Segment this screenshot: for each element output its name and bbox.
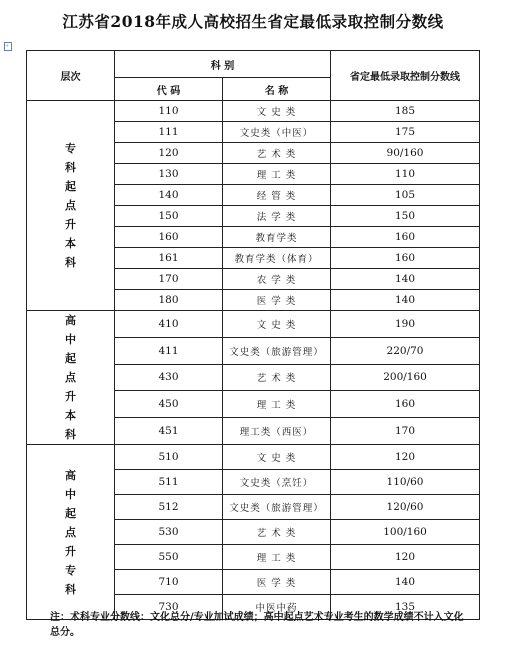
- score-cell: 190: [331, 311, 480, 338]
- level-char: 点: [65, 199, 76, 212]
- code-cell: 110: [115, 101, 223, 122]
- table-body: [27, 101, 480, 620]
- level-char: 升: [65, 390, 76, 403]
- code-cell: 140: [115, 185, 223, 206]
- level-char: 起: [65, 352, 76, 365]
- level-char: 本: [65, 409, 76, 422]
- score-cell: 170: [331, 418, 480, 445]
- name-cell: 艺 术 类: [223, 520, 331, 545]
- name-cell: 教育学类: [223, 227, 331, 248]
- name-cell: 理 工 类: [223, 164, 331, 185]
- name-cell: 教育学类（体育）: [223, 248, 331, 269]
- name-cell: 理 工 类: [223, 545, 331, 570]
- name-cell: 艺 术 类: [223, 364, 331, 391]
- name-cell: 经 管 类: [223, 185, 331, 206]
- code-cell: 120: [115, 143, 223, 164]
- code-cell: 430: [115, 364, 223, 391]
- code-cell: 150: [115, 206, 223, 227]
- code-cell: 411: [115, 337, 223, 364]
- name-cell: 文史类（旅游管理）: [223, 495, 331, 520]
- level-char: 起: [65, 506, 76, 520]
- score-cell: 150: [331, 206, 480, 227]
- code-cell: 511: [115, 470, 223, 495]
- level-char: 点: [65, 371, 76, 384]
- table-row: [27, 445, 480, 470]
- table-row: [27, 101, 480, 122]
- name-header: 名 称: [223, 78, 331, 101]
- score-cell: 140: [331, 290, 480, 311]
- score-cell: 140: [331, 570, 480, 595]
- score-cell: 185: [331, 101, 480, 122]
- code-header: 代 码: [115, 78, 223, 101]
- code-cell: 510: [115, 445, 223, 470]
- table-row: [27, 311, 480, 338]
- name-cell: 艺 术 类: [223, 143, 331, 164]
- code-cell: 130: [115, 164, 223, 185]
- name-cell: 医 学 类: [223, 570, 331, 595]
- score-cell: 175: [331, 122, 480, 143]
- name-cell: 中医中药: [223, 595, 331, 620]
- name-cell: 理 工 类: [223, 391, 331, 418]
- table-anchor-icon: +: [4, 42, 12, 51]
- name-cell: 文史类（中医）: [223, 122, 331, 143]
- subject-header: 科 别: [115, 51, 331, 78]
- score-cell: 200/160: [331, 364, 480, 391]
- code-cell: 450: [115, 391, 223, 418]
- name-cell: 农 学 类: [223, 269, 331, 290]
- level-char: 本: [65, 237, 76, 250]
- code-cell: 512: [115, 495, 223, 520]
- code-cell: 451: [115, 418, 223, 445]
- level-char: 专: [65, 142, 76, 155]
- name-cell: 文 史 类: [223, 311, 331, 338]
- score-cell: 110/60: [331, 470, 480, 495]
- level-char: 高: [65, 468, 76, 482]
- code-cell: 710: [115, 570, 223, 595]
- level-char: 科: [65, 428, 76, 441]
- code-cell: 550: [115, 545, 223, 570]
- score-header: 省定最低录取控制分数线: [331, 51, 480, 101]
- score-cell: 135: [331, 595, 480, 620]
- level-char: 高: [65, 314, 76, 327]
- name-cell: 文 史 类: [223, 445, 331, 470]
- level-header: 层次: [27, 51, 115, 101]
- score-cell: 160: [331, 391, 480, 418]
- code-cell: 410: [115, 311, 223, 338]
- level-char: 中: [65, 487, 76, 501]
- score-cell: 160: [331, 248, 480, 269]
- level-char: 中: [65, 333, 76, 346]
- level-cell: [27, 101, 115, 311]
- name-cell: 医 学 类: [223, 290, 331, 311]
- code-cell: 111: [115, 122, 223, 143]
- score-cell: 90/160: [331, 143, 480, 164]
- score-cell: 100/160: [331, 520, 480, 545]
- level-char: 科: [65, 256, 76, 269]
- level-char: 科: [65, 582, 76, 596]
- level-char: 升: [65, 544, 76, 558]
- score-cell: 220/70: [331, 337, 480, 364]
- code-cell: 161: [115, 248, 223, 269]
- level-char: 专: [65, 563, 76, 577]
- level-char: 点: [65, 525, 76, 539]
- code-cell: 530: [115, 520, 223, 545]
- level-char: 升: [65, 218, 76, 231]
- name-cell: 理工类（西医）: [223, 418, 331, 445]
- level-cell: [27, 311, 115, 445]
- level-char: 起: [65, 180, 76, 193]
- name-cell: 文史类（旅游管理）: [223, 337, 331, 364]
- score-cell: 105: [331, 185, 480, 206]
- level-char: 科: [65, 161, 76, 174]
- name-cell: 法 学 类: [223, 206, 331, 227]
- footnote: 注：术科专业分数线：文化总分/专业加试成绩；高中起点艺术专业考生的数学成绩不计入文化总分。: [50, 612, 464, 638]
- score-cell: 120: [331, 445, 480, 470]
- page-title: 江苏省2018年成人高校招生省定最低录取控制分数线: [62, 12, 444, 31]
- score-table: [26, 50, 480, 620]
- code-cell: 170: [115, 269, 223, 290]
- code-cell: 160: [115, 227, 223, 248]
- code-cell: 730: [115, 595, 223, 620]
- level-cell: [27, 445, 115, 620]
- name-cell: 文 史 类: [223, 101, 331, 122]
- score-cell: 120/60: [331, 495, 480, 520]
- code-cell: 180: [115, 290, 223, 311]
- score-cell: 110: [331, 164, 480, 185]
- score-cell: 140: [331, 269, 480, 290]
- score-cell: 120: [331, 545, 480, 570]
- name-cell: 文史类（烹饪）: [223, 470, 331, 495]
- score-cell: 160: [331, 227, 480, 248]
